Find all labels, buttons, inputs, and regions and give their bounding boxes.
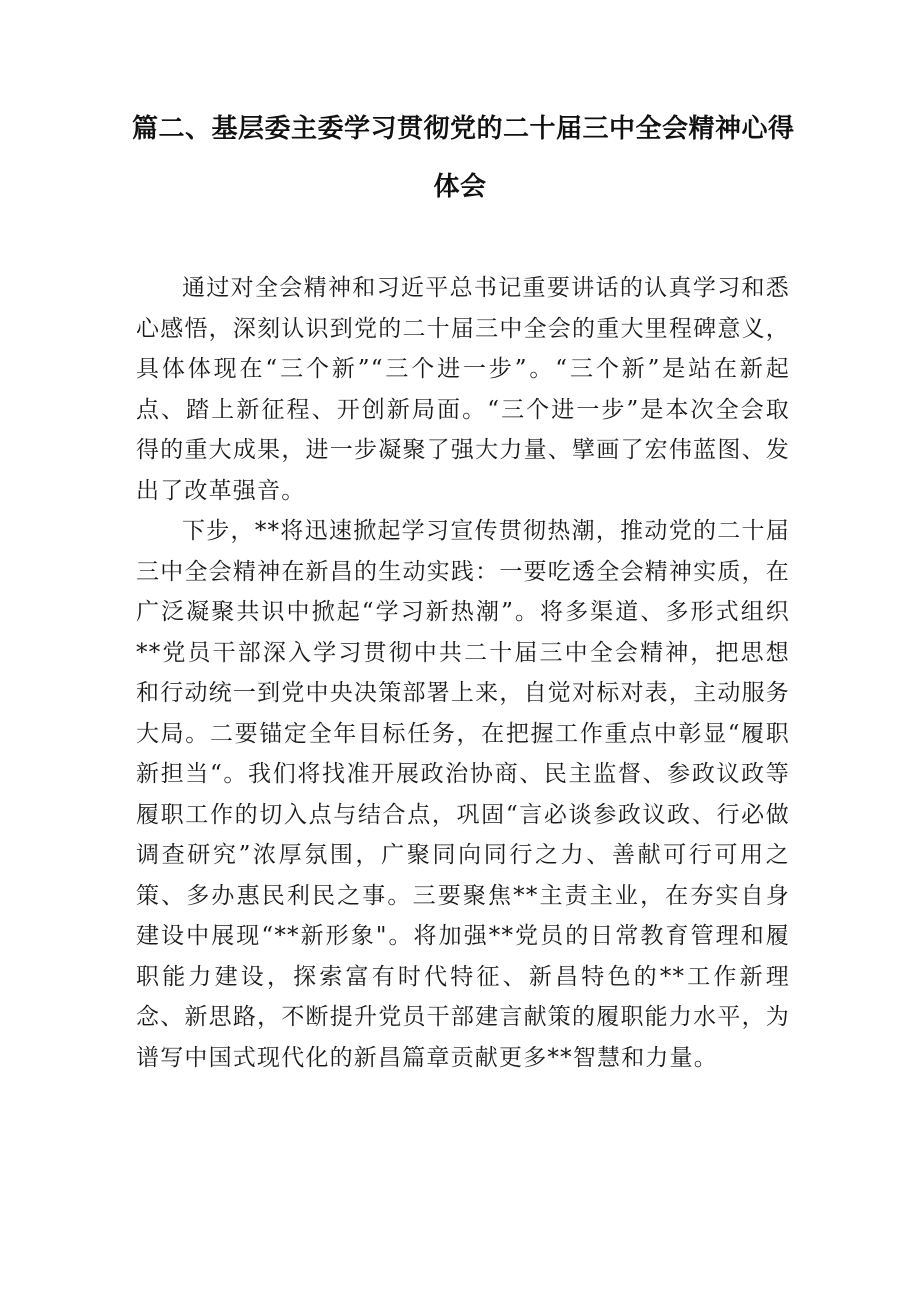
document-title-continued: 体会 — [433, 172, 487, 202]
document-title: 篇二、基层委主委学习贯彻党的二十届三中全会精神心得 — [132, 114, 795, 144]
paragraph-2: 下步，**将迅速掀起学习宣传贯彻热潮，推动党的二十届三中全会精神在新昌的生动实践：一要吃透全会精神实质，在广泛凝聚共识中掀起“学习新热潮”。将多渠道、多形式组织**党员干部深入学习贯彻中共二十届三中全会精神，把思想和行动统一到党中央决策部署上来，自觉对标对表，主动服务大局。二要锚定全年目标任务，在把握工作重点中彰显“履职新担当“。我们将找准开展政治协商、民主监督、参政议政等履职工作的切入点与结合点，巩固“言必谈参政议政、行必做调查研究”浓厚氛围，广聚同向同行之力、善献可行可用之策、多办惠民利民之事。三要聚焦**主责主业，在夯实自身建设中展现“**新形象"。将加强**党员的日常教育管理和履职能力建设，探索富有时代特征、新昌特色的**工作新理念、新思路，不断提升党员干部建言献策的履职能力水平，为谱写中国式现代化的新昌篇章贡献更多**智慧和力量。 — [136, 518, 790, 1071]
paragraph-1: 通过对全会精神和习近平总书记重要讲话的认真学习和悉心感悟，深刻认识到党的二十届三中全会的重大里程碑意义，具体体现在“三个新”“三个进一步”。“三个新”是站在新起点、踏上新征程、开创新局面。“三个进一步”是本次全会取得的重大成果，进一步凝聚了强大力量、擘画了宏伟蓝图、发出了改革强音。 — [136, 275, 790, 504]
document-body — [136, 268, 790, 1078]
